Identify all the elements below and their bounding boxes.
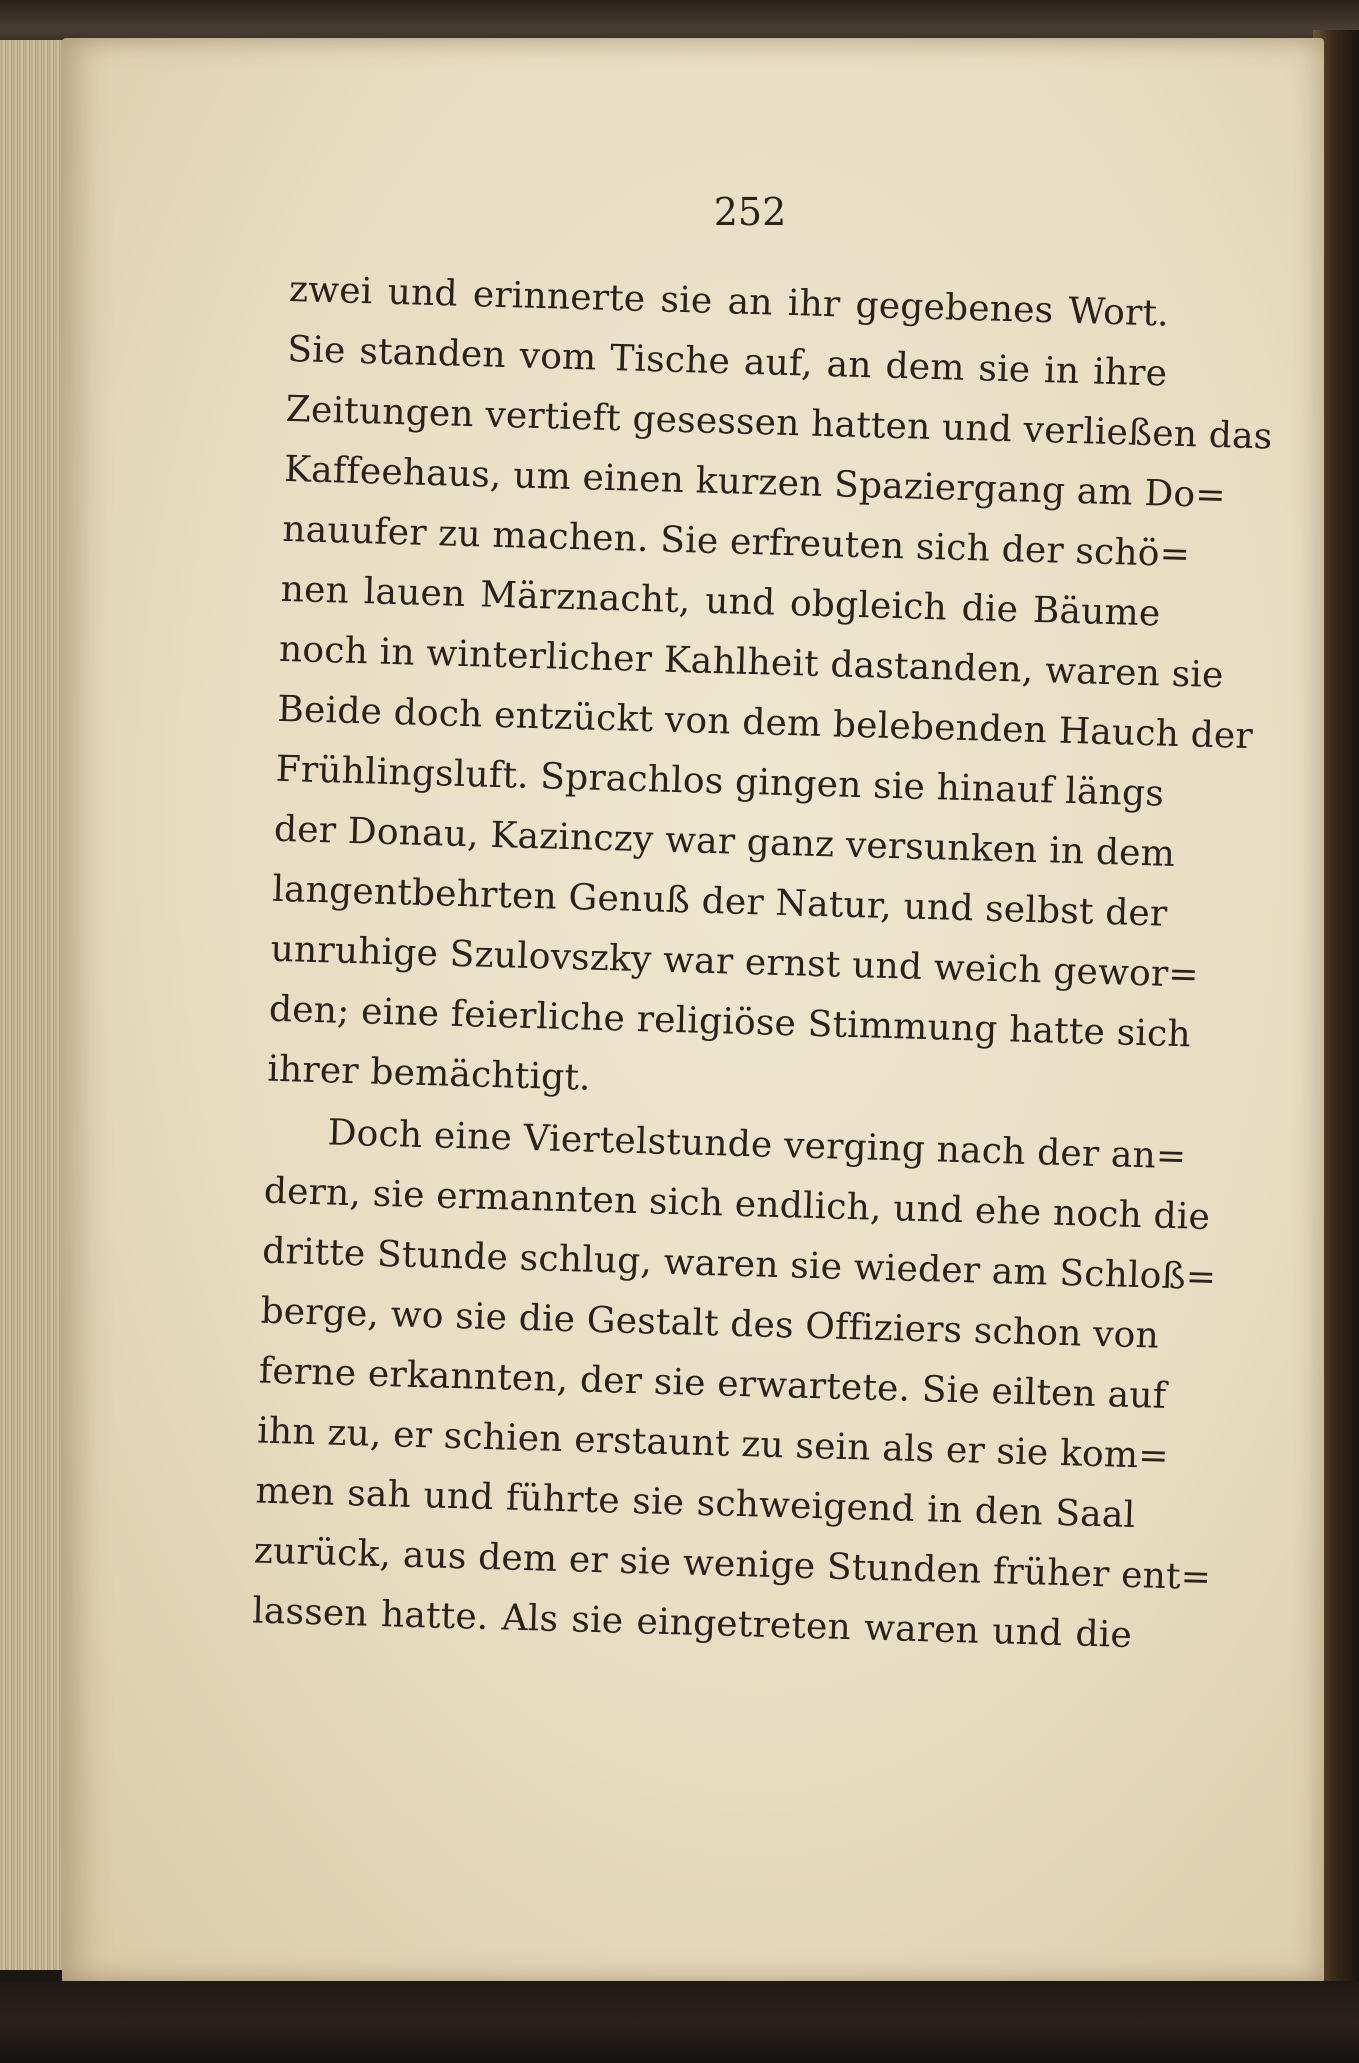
text-line: Beide doch entzückt von dem belebenden Hauch der bbox=[276, 688, 1254, 758]
text-line: zurück, aus dem er sie wenige Stunden früher ent= bbox=[253, 1530, 1212, 1599]
page-number: 252 bbox=[713, 190, 787, 234]
text-line: Sie standen vom Tische auf, an dem sie in ihre bbox=[286, 328, 1168, 395]
paragraph-1 bbox=[266, 260, 1273, 1124]
text-line: unruhige Szulovszky war ernst und weich gewor= bbox=[270, 928, 1200, 996]
text-line: Kaffeehaus, um einen kurzen Spaziergang am Do= bbox=[283, 448, 1227, 517]
text-line: lassen hatte. Als sie eingetreten waren und die bbox=[251, 1590, 1133, 1657]
paragraph-2 bbox=[251, 1102, 1217, 1666]
text-line: ferne erkannten, der sie erwartete. Sie eilten auf bbox=[258, 1350, 1167, 1417]
text-line: Zeitungen vertieft gesessen hatten und verließen das bbox=[285, 388, 1273, 458]
book-bottom-edge bbox=[0, 1981, 1359, 2063]
text-line: ihrer bemächtigt. bbox=[266, 1048, 592, 1099]
text-line: nen lauen Märznacht, und obgleich die Bäume bbox=[280, 568, 1162, 635]
text-line: langentbehrten Genuß der Natur, und selbst der bbox=[271, 868, 1168, 935]
text-line: Frühlingsluft. Sprachlos gingen sie hinauf längs bbox=[275, 748, 1165, 815]
text-line: der Donau, Kazinczy war ganz versunken in dem bbox=[273, 808, 1176, 875]
text-line: den; eine feierliche religiöse Stimmung hatte sich bbox=[268, 988, 1192, 1056]
text-line: dritte Stunde schlug, waren sie wieder am Schloß= bbox=[261, 1230, 1217, 1299]
text-line: Doch eine Viertelstunde verging nach der an= bbox=[327, 1112, 1187, 1178]
page-text bbox=[251, 260, 1273, 1666]
page-stack-edge bbox=[0, 40, 70, 1970]
text-line: men sah und führte sie schweigend in den Saal bbox=[255, 1470, 1136, 1537]
text-line: dern, sie ermannten sich endlich, und ehe noch die bbox=[263, 1170, 1211, 1239]
text-line: ihn zu, er schien erstaunt zu sein als er sie kom= bbox=[256, 1410, 1170, 1477]
text-line: berge, wo sie die Gestalt des Offiziers schon von bbox=[260, 1290, 1160, 1357]
text-line: nauufer zu machen. Sie erfreuten sich der schö= bbox=[281, 508, 1191, 576]
text-line: noch in winterlicher Kahlheit dastanden, waren sie bbox=[278, 628, 1225, 697]
text-line: zwei und erinnerte sie an ihr gegebenes Wort. bbox=[288, 268, 1170, 335]
